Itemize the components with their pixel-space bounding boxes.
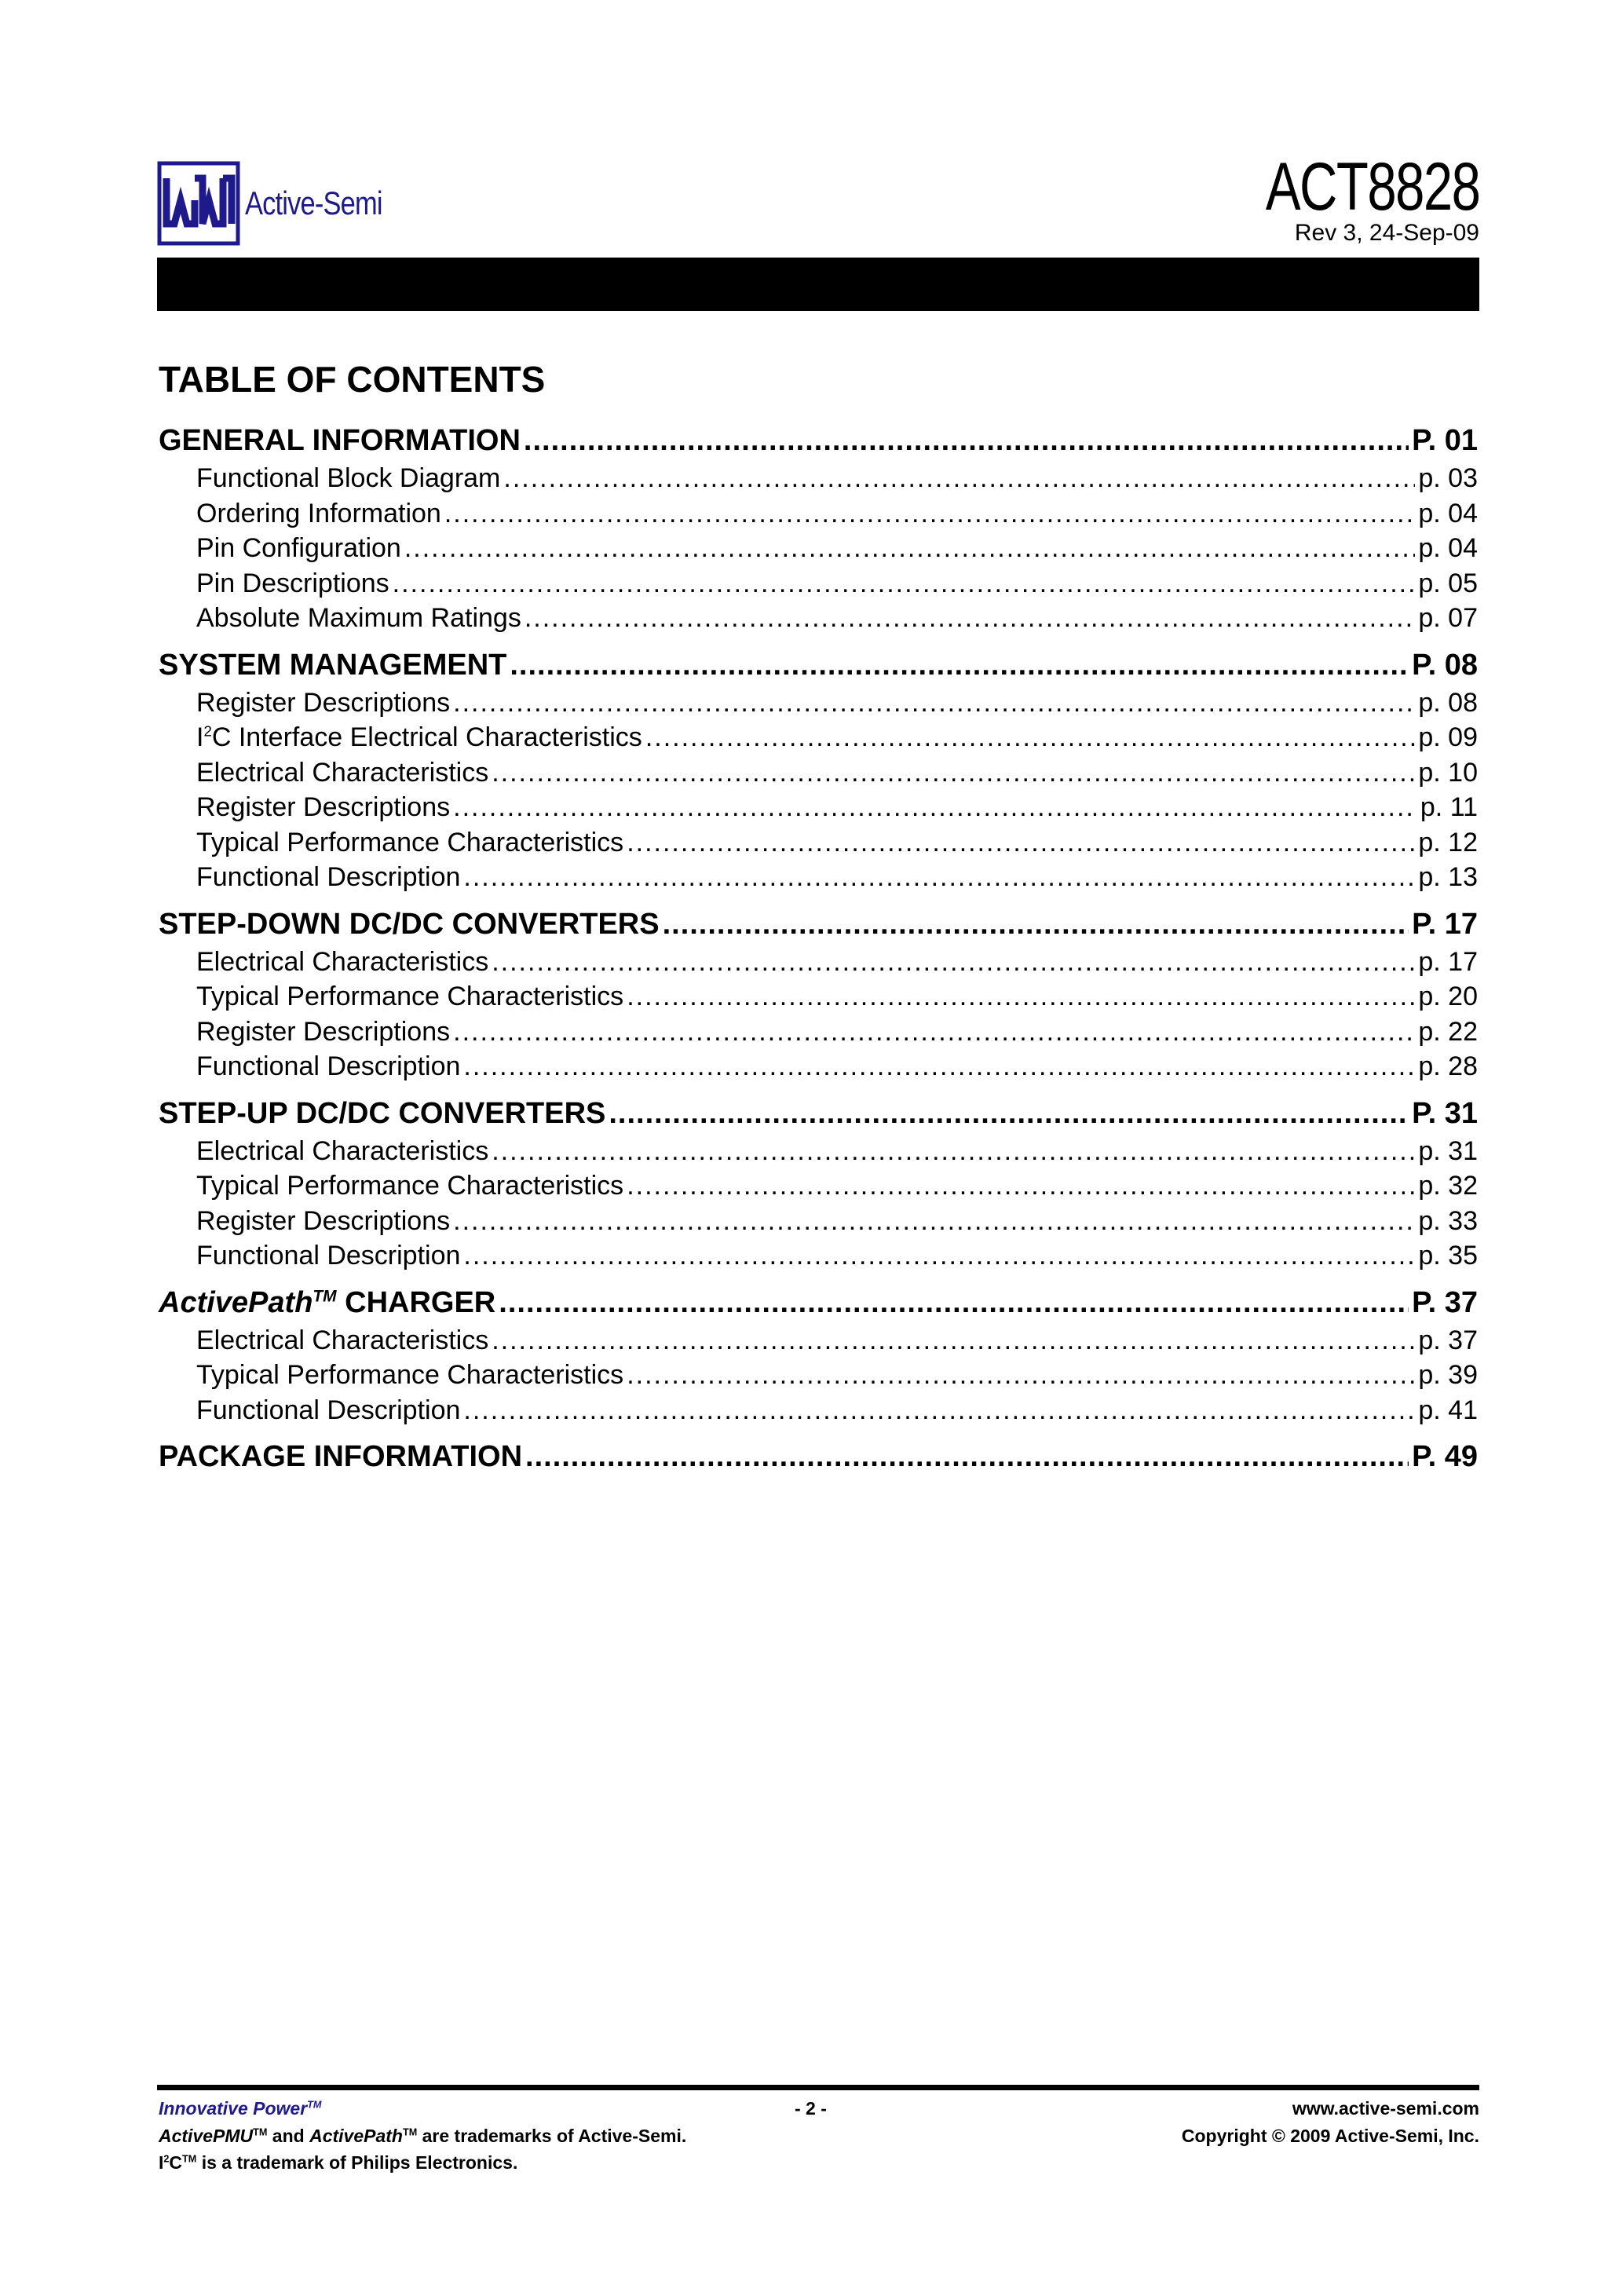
dot-leader [627,1360,1415,1391]
toc-heading[interactable] [159,1097,1478,1136]
trademark-line-2 [159,2149,686,2177]
dot-leader [627,982,1415,1012]
page-number: - 2 - [795,2098,827,2119]
page-title: TABLE OF CONTENTS [159,359,546,400]
toc-heading-label: STEP-DOWN DC/DC CONVERTERS [159,907,660,941]
toc-entry-label [196,722,642,753]
website-link[interactable]: www.active-semi.com [1292,2098,1479,2119]
toc-heading-label: SYSTEM MANAGEMENT [159,648,507,682]
toc-entry[interactable] [159,688,1478,723]
toc-entry-page: p. 03 [1418,463,1478,493]
toc-heading-page: P. 49 [1412,1440,1478,1473]
part-number: ACT8828 [1265,149,1479,225]
toc-entry-label: Register Descriptions [196,1016,451,1047]
toc-entry-label-prefix: I [196,722,204,752]
toc-entry[interactable] [159,463,1478,499]
dot-leader [404,533,1416,564]
toc-entry-page: p. 13 [1418,862,1478,892]
dot-leader [645,722,1416,753]
and-text: and [267,2125,310,2146]
toc-entry-label: Typical Performance Characteristics [196,1360,624,1390]
toc-entry-page: p. 17 [1418,946,1478,977]
toc-section-step-down-converters [159,908,1478,1087]
toc-entry[interactable] [159,828,1478,863]
toc-heading-page: P. 08 [1412,648,1478,682]
toc-heading-rest: CHARGER [336,1285,496,1319]
toc-entry-page: p. 04 [1418,498,1478,528]
toc-heading-page: P. 01 [1412,424,1478,457]
dot-leader [463,1241,1415,1271]
dot-leader [627,828,1415,858]
dot-leader [510,649,1409,682]
company-logo [157,161,400,247]
toc-entry-label: Ordering Information [196,498,441,528]
toc-entry-page: p. 35 [1418,1241,1478,1270]
innovative-power: Innovative Power [159,2098,308,2119]
toc-entry-label: Electrical Characteristics [196,757,489,788]
toc-entry-page: p. 31 [1418,1135,1478,1166]
dot-leader [453,1017,1415,1047]
toc-heading-page: P. 17 [1412,907,1478,941]
toc-entry-label: Functional Description [196,1395,461,1425]
toc-entry-page: p. 07 [1418,603,1478,633]
footer-tagline [159,2095,686,2122]
dot-leader [524,424,1409,458]
dot-leader [463,1395,1415,1426]
toc-entry[interactable] [159,569,1478,604]
dot-leader [393,569,1416,599]
toc-entry-label: Typical Performance Characteristics [196,982,624,1011]
toc-heading-label: STEP-UP DC/DC CONVERTERS [159,1096,606,1130]
toc-entry-label: Functional Description [196,1241,461,1270]
toc-section-system-management [159,649,1478,898]
toc-entry-label: Functional Block Diagram [196,463,501,493]
dot-leader [525,603,1416,634]
i2c-i: I [159,2152,164,2173]
toc-heading[interactable] [159,1440,1478,1479]
trademark-superscript: TM [313,1286,337,1305]
toc-entry-label-rest: C Interface Electrical Characteristics [211,722,642,752]
dot-leader [453,1206,1415,1237]
toc-section-general-information [159,424,1478,638]
toc-entry-page: p. 08 [1418,687,1478,718]
toc-entry[interactable] [159,862,1478,898]
dot-leader [609,1097,1409,1131]
dot-leader [492,947,1415,978]
toc-entry-page: p. 39 [1418,1360,1478,1390]
toc-entry[interactable] [159,792,1478,828]
toc-entry-label: Electrical Characteristics [196,1135,489,1166]
dot-leader [499,1286,1409,1320]
toc-entry-label: Typical Performance Characteristics [196,1171,624,1201]
toc-heading-label [159,1286,495,1320]
toc-entry[interactable] [159,722,1478,758]
toc-heading-page: P. 37 [1412,1285,1478,1319]
dot-leader [663,908,1409,941]
revision-date: Rev 3, 24-Sep-09 [1294,220,1479,246]
toc-heading[interactable] [159,908,1478,947]
toc-entry-page: p. 37 [1418,1325,1478,1355]
toc-entry-label: Functional Description [196,1051,461,1081]
toc-entry-label: Pin Descriptions [196,568,389,598]
trademark-superscript: TM [402,2126,418,2137]
toc-entry[interactable] [159,758,1478,793]
toc-entry-page: p. 20 [1418,982,1478,1011]
toc-section-step-up-converters [159,1097,1478,1276]
dot-leader [453,688,1415,718]
header-bar [157,258,1479,311]
dot-leader [444,499,1416,529]
trademark-line-1 [159,2122,686,2150]
dot-leader [492,1325,1415,1356]
toc-entry-page: p. 41 [1418,1395,1478,1425]
toc-entry-page: p. 22 [1418,1016,1478,1047]
copyright: Copyright © 2009 Active-Semi, Inc. [1181,2125,1479,2146]
active-semi-logo-icon [157,161,243,247]
toc-entry-page: p. 33 [1418,1205,1478,1236]
i2c-c: C [169,2152,183,2173]
dot-leader [463,1051,1415,1082]
toc-entry[interactable] [159,1017,1478,1052]
dot-leader [463,862,1415,893]
dot-leader [627,1171,1415,1201]
toc-heading-label: GENERAL INFORMATION [159,424,521,457]
toc-entry-page: p. 12 [1418,827,1478,857]
toc-heading[interactable] [159,424,1478,463]
dot-leader [453,792,1417,823]
toc-entry-label: Register Descriptions [196,1205,451,1236]
logo-text: Active-Semi [245,185,382,221]
dot-leader [503,463,1415,494]
footer-left [159,2095,686,2177]
toc-entry-label: Typical Performance Characteristics [196,827,624,857]
toc-entry[interactable] [159,982,1478,1017]
footer-right [1182,2095,1479,2149]
philips-text: is a trademark of Philips Electronics. [196,2152,518,2173]
trademark-superscript: TM [253,2126,268,2137]
toc-entry[interactable] [159,1051,1478,1087]
toc-heading-italic: ActivePath [159,1285,313,1319]
toc-entry-label: Electrical Characteristics [196,946,489,977]
toc-entry[interactable] [159,603,1478,638]
toc-entry[interactable] [159,533,1478,569]
activepmu-text: ActivePMU [159,2125,254,2146]
trademark-superscript: TM [182,2153,197,2165]
toc-entry-page: p. 09 [1418,722,1478,752]
toc-entry[interactable] [159,1360,1478,1395]
toc-entry[interactable] [159,499,1478,534]
toc-heading[interactable] [159,649,1478,688]
toc-entry[interactable] [159,1206,1478,1241]
toc-section-package-information [159,1440,1478,1479]
trademark-superscript: TM [307,2099,322,2111]
toc-entry-label: Electrical Characteristics [196,1325,489,1355]
activepath-text: ActivePath [309,2125,403,2146]
toc-entry-label: Absolute Maximum Ratings [196,603,521,633]
trademark-text: are trademarks of Active-Semi. [417,2125,687,2146]
toc-entry[interactable] [159,947,1478,982]
dot-leader [492,1136,1415,1167]
toc-entry-label: Register Descriptions [196,687,451,718]
toc-heading-label: PACKAGE INFORMATION [159,1440,523,1473]
toc-entry[interactable] [159,1395,1478,1431]
toc-entry-page: p. 32 [1418,1171,1478,1201]
toc-entry-label: Pin Configuration [196,533,401,563]
toc-entry[interactable] [159,1241,1478,1276]
dot-leader [525,1440,1409,1474]
toc-entry-page: p. 04 [1418,533,1478,563]
toc-entry-page: p. 11 [1420,792,1478,822]
toc-entry[interactable] [159,1171,1478,1206]
superscript: 2 [163,2153,170,2165]
superscript: 2 [203,722,212,740]
toc-heading[interactable] [159,1286,1478,1325]
toc-entry[interactable] [159,1136,1478,1172]
toc-entry-page: p. 28 [1418,1051,1478,1081]
toc-entry-page: p. 10 [1418,757,1478,788]
table-of-contents [159,424,1478,1490]
toc-entry-page: p. 05 [1418,568,1478,598]
toc-heading-page: P. 31 [1412,1096,1478,1130]
dot-leader [492,758,1415,788]
toc-section-activepath-charger [159,1286,1478,1431]
toc-entry-label: Register Descriptions [196,792,451,822]
toc-entry[interactable] [159,1325,1478,1361]
toc-entry-label: Functional Description [196,862,461,892]
footer-rule [157,2085,1479,2090]
